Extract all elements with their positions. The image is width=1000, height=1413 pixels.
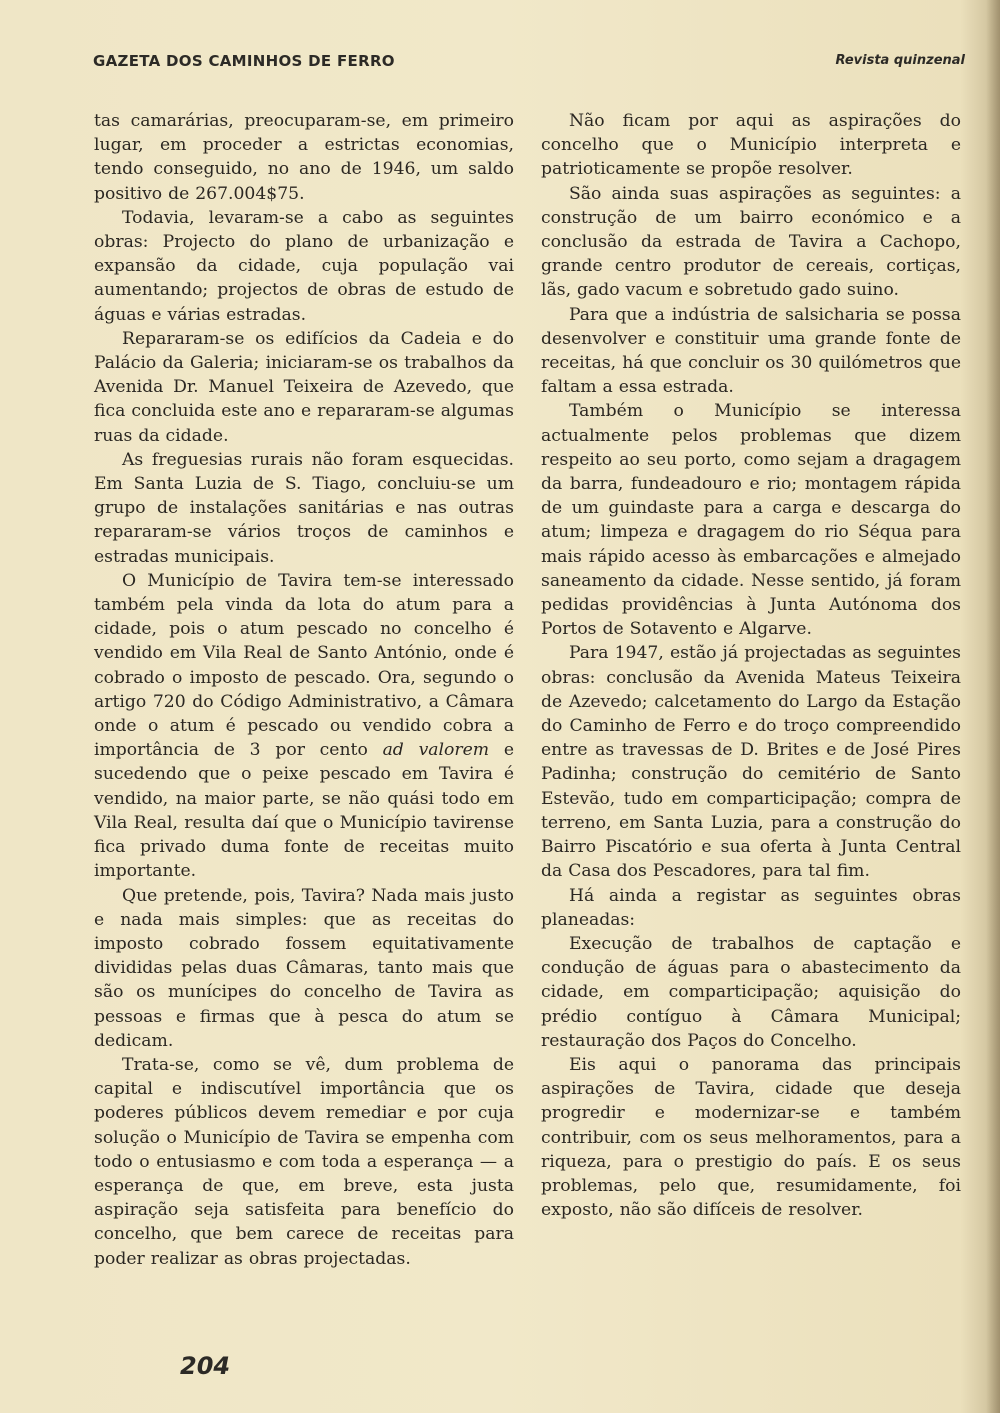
latin-term: ad valorem <box>382 740 490 761</box>
paragraph: Não ficam por aqui as aspirações do concelho que o Município interpreta e patrioticamente se propõe resolver. <box>541 111 961 180</box>
paragraph-text: O Município de Tavira tem-se interessado também pela vinda da lota do atum para a cidade, pois o atum pescado no concelho é vendido em Vila Real de Santo António, onde é cobrado o imposto de pescado. Ora, segundo o artigo 720 do Código Administrativo, a Câmara onde o atum é pescado ou vendido cobra a importância de 3 por cento <box>94 570 514 761</box>
paragraph-lota <box>94 569 514 884</box>
paragraph: Execução de trabalhos de captação e condução de águas para o abastecimento da cidade, em comparticipação; aquisição do prédio contíguo à Câmara Municipal; restauração dos Paços do Concelho. <box>541 933 961 1051</box>
paragraph: Repararam-se os edifícios da Cadeia e do Palácio da Galeria; iniciaram-se os trabalhos da Avenida Dr. Manuel Teixeira de Azevedo, que fica concluida este ano e repararam-se algumas ruas da cidade. <box>94 328 514 446</box>
running-header <box>93 52 965 74</box>
paragraph: Para que a indústria de salsicharia se possa desenvolver e constituir uma grande fonte de receitas, há que concluir os 30 quilómetros que faltam a essa estrada. <box>541 304 961 398</box>
paragraph: Também o Município se interessa actualmente pelos problemas que dizem respeito ao seu porto, como sejam a dragagem da barra, fundeadouro e rio; montagem rápida de um guindaste para a carga e descarga do atum; limpeza e dragagem do rio Séqua para mais rápido acesso às embarcações e almejado saneamento da cidade. Nesse sentido, já foram pedidas providências à Junta Autónoma dos Portos de Sotavento e Algarve. <box>541 401 961 640</box>
paragraph: tas camarárias, preocuparam-se, em primeiro lugar, em proceder a estrictas economias, tendo conseguido, no ano de 1946, um saldo positivo de 267.004$75. <box>94 111 514 204</box>
paragraph: Há ainda a registar as seguintes obras planeadas: <box>541 885 961 930</box>
paragraph: Para 1947, estão já projectadas as seguintes obras: conclusão da Avenida Mateus Teixeira de Azevedo; calcetamento do Largo da Estação do Caminho de Ferro e do troço compreendido entre as travessas de D. Brites e de José Pires Padinha; construção do cemitério de Santo Estevão, tudo em comparticipação; compra de terreno, em Santa Luzia, para a construção do Bairro Piscatório e sua oferta à Junta Central da Casa dos Pescadores, para tal fim. <box>541 643 961 882</box>
journal-subtitle: Revista quinzenal <box>835 53 965 68</box>
left-column <box>94 109 514 1271</box>
paragraph: Trata-se, como se vê, dum problema de capital e indiscutível importância que os poderes públicos devem remediar e por cuja solução o Município de Tavira se empenha com todo o entusiasmo e com toda a esperança — a esperança de que, em breve, esta justa aspiração seja satisfeita para benefício do concelho, que bem carece de receitas para poder realizar as obras projectadas. <box>94 1054 514 1269</box>
paragraph: Eis aqui o panorama das principais aspirações de Tavira, cidade que deseja progredir e modernizar-se e também contribuir, com os seus melhoramentos, para a riqueza, para o prestigio do país. E os seus problemas, pelo que, resumidamente, foi exposto, não são difíceis de resolver. <box>541 1054 961 1221</box>
right-column <box>541 109 961 1222</box>
paragraph-text: e sucedendo que o peixe pescado em Tavira é vendido, na maior parte, se não quási todo em Vila Real, resulta daí que o Município tavirense fica privado duma fonte de receitas muito importante. <box>94 740 514 882</box>
page-number: 204 <box>180 1352 231 1380</box>
paragraph: Todavia, levaram-se a cabo as seguintes obras: Projecto do plano de urbanização e expansão da cidade, cuja população vai aumentando; projectos de obras de estudo de águas e várias estradas. <box>94 207 514 325</box>
page-edge-shadow <box>986 0 1000 1413</box>
journal-title: GAZETA DOS CAMINHOS DE FERRO <box>93 52 395 70</box>
paragraph: Que pretende, pois, Tavira? Nada mais justo e nada mais simples: que as receitas do imposto cobrado fossem equitativamente divididas pelas duas Câmaras, tanto mais que são os munícipes do concelho de Tavira as pessoas e firmas que à pesca do atum se dedicam. <box>94 885 514 1051</box>
paragraph: São ainda suas aspirações as seguintes: a construção de um bairro económico e a conclusão da estrada de Tavira a Cachopo, grande centro produtor de cereais, cortiças, lãs, gado vacum e sobretudo gado suino. <box>541 183 961 301</box>
paragraph: As freguesias rurais não foram esquecidas. Em Santa Luzia de S. Tiago, concluiu-se um grupo de instalações sanitárias e nas outras repararam-se vários troços de caminhos e estradas municipais. <box>94 449 514 567</box>
